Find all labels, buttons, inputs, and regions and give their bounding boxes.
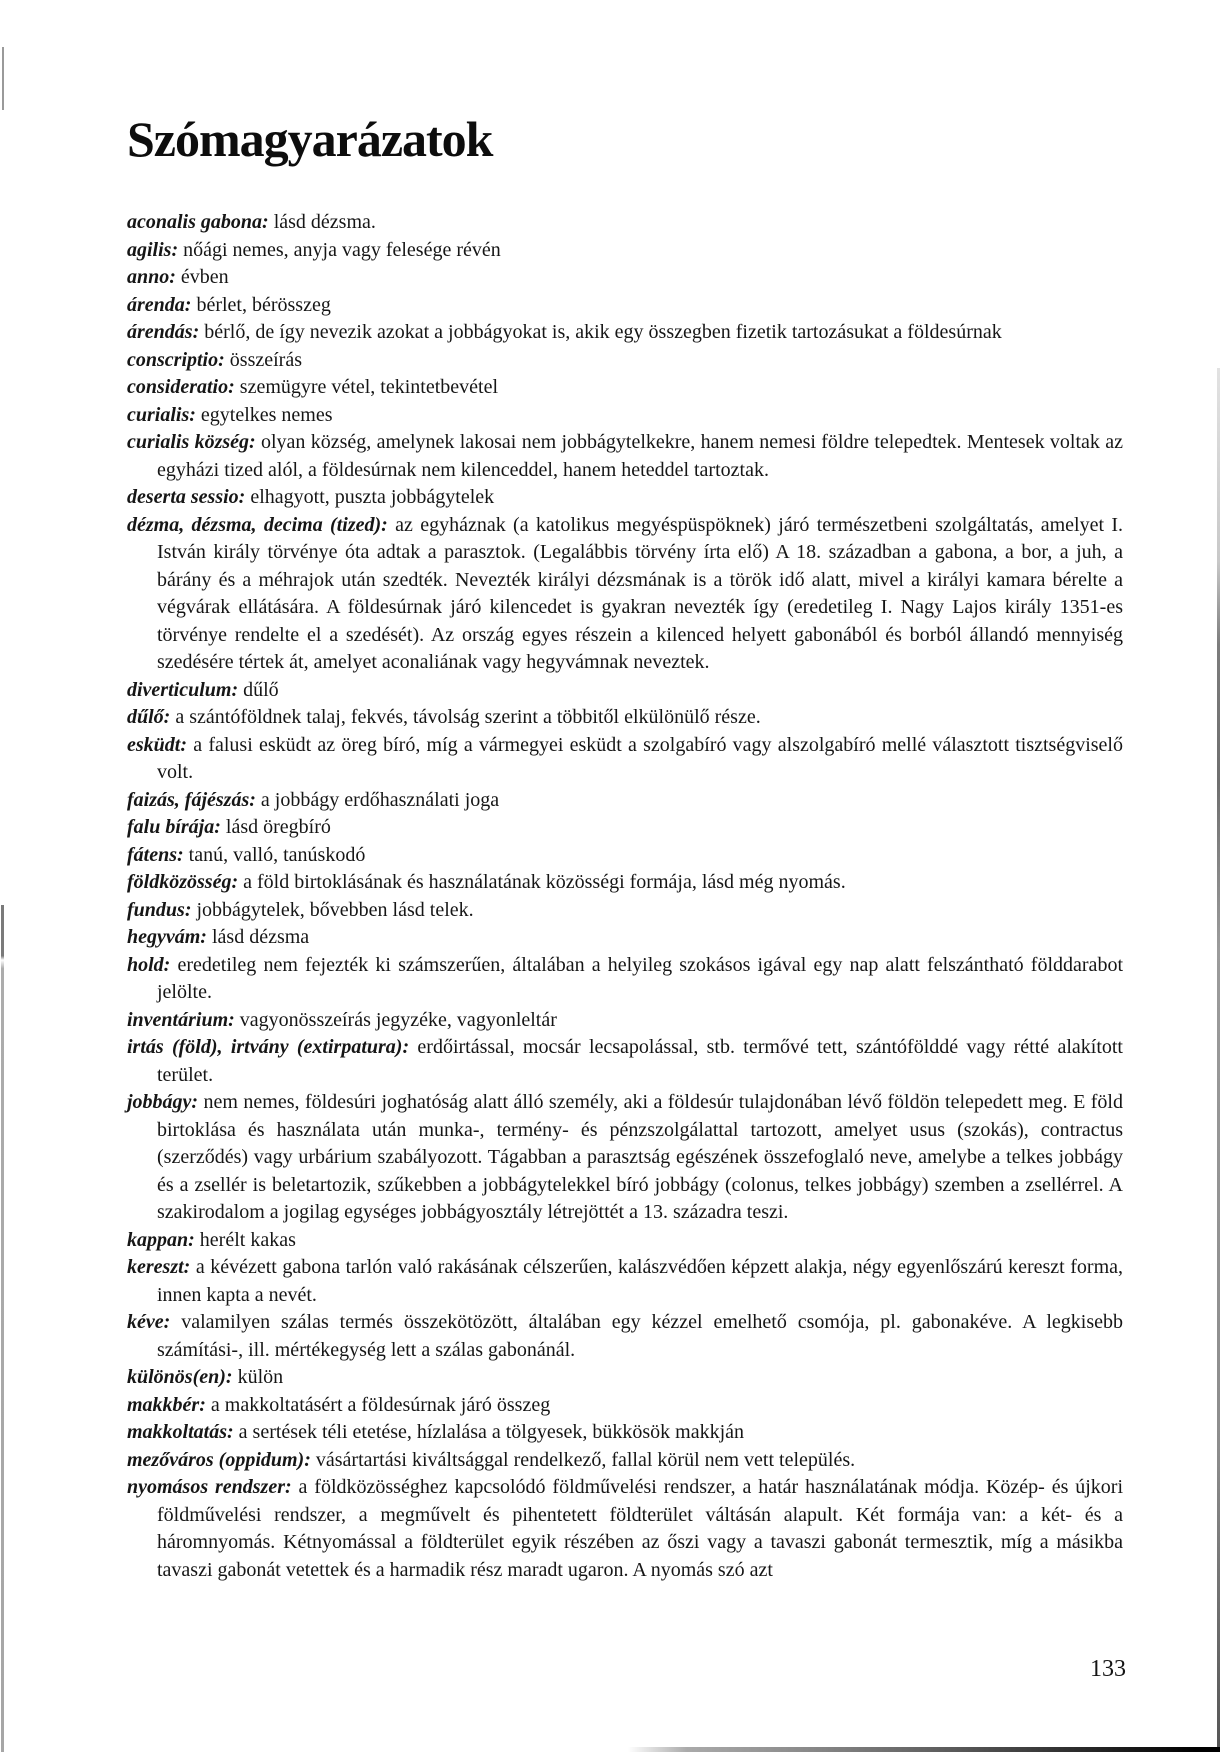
entry-term: árendás: [127,321,200,343]
glossary-entry [127,1364,1123,1392]
glossary-entry [127,787,1123,815]
glossary-entry [127,952,1123,1007]
page-number: 133 [1090,1656,1126,1682]
entry-definition: a jobbágy erdőhasználati joga [255,788,500,811]
entry-term: falu bírája: [127,816,221,838]
entry-term: anno: [127,266,176,288]
entry-term: mezőváros (oppidum): [127,1448,311,1471]
entry-term: dűlő: [127,706,171,728]
entry-term: conscriptio: [127,348,225,371]
glossary-entry [127,292,1123,320]
entry-definition: herélt kakas [194,1228,296,1251]
entry-definition: lásd dézsma. [268,211,376,233]
entry-definition: az egyháznak (a katolikus megyéspüspöknek) járó természetbeni szolgáltatás, amelyet I. István király törvénye óta adtak a parasztok. (Legalábbis törvény írta elő) A 18. században a gabona, a bor, a juh, a bárány és a méhrajok után szedték. Nevezték királyi dézsmának is a török idő alatt, mivel a királyi kamara bérelte a végvárak ellátására. A földesúrnak járó kilencedet is gyakran nevezték így (eredetileg I. Nagy Lajos király 1351-es törvénye rendelte el a szedését). Az ország egyes részein a kilenced helyett gabonából és borból állandó mennyiség szedésére tértek át, amelyet aconaliának vagy hegyvámnak neveztek. [157,513,1123,673]
entry-term: makkbér: [127,1393,206,1416]
entry-definition: külön [232,1366,284,1388]
glossary-entry [127,869,1123,897]
entry-definition: bérlet, bérösszeg [191,293,331,316]
glossary-entry [127,814,1123,842]
entry-definition: vagyonösszeírás jegyzéke, vagyonleltár [234,1008,557,1031]
glossary-entry [127,924,1123,952]
glossary-entry [127,1447,1123,1475]
glossary-entry [127,512,1123,677]
entry-definition: évben [175,266,229,288]
entry-definition: a földközösséghez kapcsolódó földművelési rendszer, a határ használatának módja. Közép- és újkori földművelési rendszer, a megművelt és pihentetett földterület váltásán alapult. Két formája van: a két- és a háromnyomás. Kétnyomással a földterület egyik részében az őszi vagy a tavaszi gabonát termesztik, míg a másikba tavaszi gabonát vetettek és a harmadik rész maradt ugaron. A nyomás szó azt [157,1476,1124,1581]
entry-definition: a föld birtoklásának és használatának közösségi formája, lásd még nyomás. [238,871,846,893]
glossary-entry [127,732,1123,787]
glossary-entry [127,677,1123,705]
glossary-entry [127,1419,1123,1447]
entry-term: agilis: [127,238,179,261]
glossary-entry [127,1007,1123,1035]
entry-definition: összeírás [224,348,302,371]
entry-definition: lásd öregbíró [220,816,331,838]
entry-definition: erdőirtással, mocsár lecsapolással, stb. termővé tett, szántófölddé vagy rétté alakított terület. [157,1036,1123,1086]
entry-term: fátens: [127,843,184,866]
glossary-list [127,209,1123,1584]
glossary-entry [127,402,1123,430]
entry-definition: dűlő [238,678,279,701]
entry-term: hold: [127,953,171,976]
entry-term: nyomásos rendszer: [127,1476,292,1498]
glossary-entry [127,264,1123,292]
entry-term: aconalis gabona: [127,211,269,233]
entry-definition: valamilyen szálas termés összekötözött, általában egy kézzel emelhető csomója, pl. gabonakéve. A legkisebb számítási-, ill. mértékegység lett a szálas gabonánál. [157,1311,1123,1361]
entry-term: dézma, dézsma, decima (tized): [127,513,388,536]
glossary-entry [127,1392,1123,1420]
glossary-entry [127,1089,1123,1227]
entry-term: kéve: [127,1311,171,1333]
entry-term: diverticulum: [127,678,239,701]
glossary-entry [127,842,1123,870]
entry-term: különös(en): [127,1366,233,1388]
entry-term: jobbágy: [127,1091,199,1113]
glossary-entry [127,897,1123,925]
entry-definition: jobbágytelek, bővebben lásd telek. [191,898,474,921]
entry-definition: lásd dézsma [206,926,310,948]
glossary-entry [127,374,1123,402]
entry-definition: egytelkes nemes [195,403,333,426]
glossary-entry [127,1034,1123,1089]
entry-term: deserta sessio: [127,486,246,508]
entry-term: curialis község: [127,431,256,453]
glossary-entry [127,319,1123,347]
entry-term: árenda: [127,293,192,316]
glossary-entry [127,347,1123,375]
entry-term: consideratio: [127,376,235,398]
entry-definition: bérlő, de így nevezik azokat a jobbágyokat is, akik egy összegben fizetik tartozásukat a földesúrnak [199,321,1002,343]
entry-term: makkoltatás: [127,1421,234,1443]
entry-term: hegyvám: [127,926,207,948]
entry-definition: vásártartási kiváltsággal rendelkező, fallal körül nem vett település. [310,1448,856,1471]
glossary-entry [127,704,1123,732]
glossary-entry [127,429,1123,484]
entry-term: curialis: [127,403,196,426]
entry-definition: a kévézett gabona tarlón való rakásának célszerűen, kalászvédően képzett alakja, négy egyenlőszárú kereszt forma, innen kapta a nevét. [157,1256,1123,1306]
glossary-entry [127,1227,1123,1255]
page-content [127,112,1123,1584]
entry-definition: elhagyott, puszta jobbágytelek [245,486,495,508]
entry-definition: szemügyre vétel, tekintetbevétel [234,376,499,398]
scan-artifact-left-top-line [2,47,4,110]
entry-term: kappan: [127,1228,195,1251]
glossary-entry [127,1309,1123,1364]
entry-term: faizás, fájészás: [127,788,256,811]
glossary-entry [127,484,1123,512]
page-title: Szómagyarázatok [127,111,493,167]
entry-term: földközösség: [127,871,239,893]
entry-term: irtás (föld), irtvány (extirpatura): [127,1036,410,1058]
entry-term: fundus: [127,898,192,921]
entry-term: esküdt: [127,733,187,756]
entry-definition: a sertések téli etetése, hízlalása a tölgyesek, bükkösök makkján [233,1421,745,1443]
entry-definition: a makkoltatásért a földesúrnak járó összeg [205,1393,551,1416]
scan-artifact-bottom-band [628,1747,1220,1752]
entry-definition: a falusi esküdt az öreg bíró, míg a vármegyei esküdt a szolgabíró vagy alszolgabíró mellé választott tisztségviselő volt. [157,733,1123,783]
glossary-entry [127,209,1123,237]
scan-artifact-left-bottom-line [1,905,4,1752]
entry-definition: olyan község, amelynek lakosai nem jobbágytelkekre, hanem nemesi földre telepedtek. Mentesek voltak az egyházi tized alól, a földesúrnak nem kilenceddel, hanem heteddel tartoztak. [157,431,1123,481]
entry-definition: eredetileg nem fejezték ki számszerűen, általában a helyileg szokásos igával egy nap alatt felszántható földdarabot jelölte. [157,953,1123,1003]
entry-term: kereszt: [127,1256,191,1278]
entry-definition: tanú, valló, tanúskodó [183,843,366,866]
entry-term: inventárium: [127,1008,235,1031]
entry-definition: nőági nemes, anyja vagy felesége révén [178,238,501,261]
glossary-entry [127,1254,1123,1309]
entry-definition: a szántóföldnek talaj, fekvés, távolság szerint a többitől elkülönülő része. [170,706,761,728]
glossary-entry [127,237,1123,265]
glossary-entry [127,1474,1123,1584]
entry-definition: nem nemes, földesúri joghatóság alatt álló személy, aki a földesúr tulajdonában lévő földön telepedett meg. E föld birtoklása és használata után munka-, termény- és pénzszolgálattal tartozott, amelyet usus (szokás), contractus (szerződés) vagy urbárium szabályozott. Tágabban a parasztság egészének összefoglaló neve, amelybe a telkes jobbágy és a zsellér is beletartozik, szűkebben a jobbágytelekkel bíró jobbágy (colonus, telkes jobbágy) szemben a zsellérrel. A szakirodalom a jogilag egységes jobbágyosztály létrejöttét a 13. századra teszi. [157,1091,1123,1223]
